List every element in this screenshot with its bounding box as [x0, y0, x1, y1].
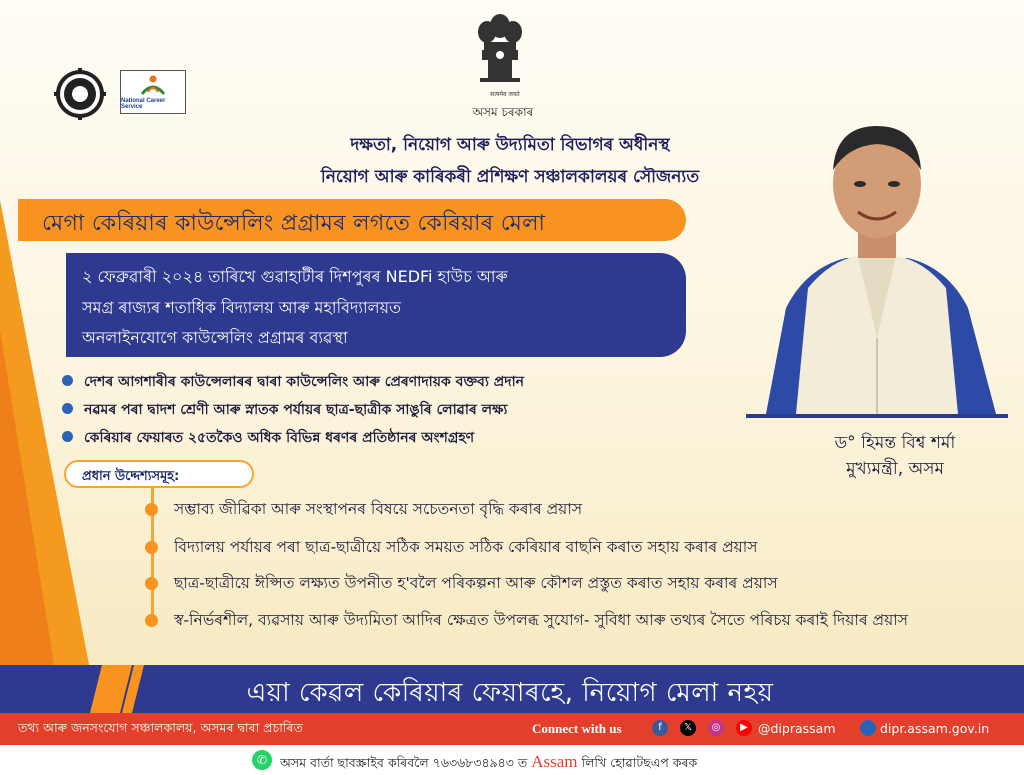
chief-minister-caption — [780, 430, 1010, 482]
website-link[interactable]: dipr.assam.gov.in — [880, 721, 990, 736]
timeline-dot-icon — [145, 541, 158, 554]
timeline-dot-icon — [145, 503, 158, 516]
objectives-heading: প্ৰধান উদ্দেশ্যসমূহ: — [64, 460, 254, 488]
whatsapp-suffix: লিখি হোৱাটছএপ কৰক — [581, 755, 698, 770]
department-line-1: দক্ষতা, নিয়োগ আৰু উদ্যমিতা বিভাগৰ অধীনস্থ — [350, 135, 670, 155]
timeline-dot-icon — [145, 614, 158, 627]
highlight-text: কেৰিয়াৰ ফেয়াৰত ২৫তকৈও অধিক বিভিন্ন ধৰণৰ প্ৰতিষ্ঠানৰ অংশগ্ৰহণ — [84, 430, 475, 446]
ncs-logo — [120, 70, 186, 114]
highlight-text: নৱমৰ পৰা দ্বাদশ শ্ৰেণী আৰু স্নাতক পৰ্যায়ৰ ছাত্ৰ-ছাত্ৰীক সাঙুৰি লোৱাৰ লক্ষ্য — [84, 402, 508, 418]
globe-icon — [860, 720, 876, 736]
disclaimer-text: এয়া কেৱল কেৰিয়াৰ ফেয়াৰহে, নিয়োগ মেলা নহয় — [246, 678, 774, 708]
national-emblem-icon — [470, 6, 530, 94]
highlights-list — [62, 370, 702, 454]
objective-text: ছাত্ৰ-ছাত্ৰীয়ে ঈপ্সিত লক্ষ্যত উপনীত হ'বলৈ পৰিকল্পনা আৰু কৌশল প্ৰস্তুত কৰাত সহায় কৰাৰ প্ৰয়াস — [174, 574, 778, 592]
timeline-dot-icon — [145, 577, 158, 590]
connect-label: Connect with us — [532, 721, 622, 736]
instagram-icon[interactable]: ◎ — [708, 720, 724, 736]
mega-title: মেগা কেৰিয়াৰ কাউন্সেলিং প্ৰগ্ৰামৰ লগতে কেৰিয়াৰ মেলা — [42, 211, 546, 236]
highlight-text: দেশৰ আগশাৰীৰ কাউন্সেলাৰৰ দ্বাৰা কাউন্সেলিং আৰু প্ৰেৰণাদায়ক বক্তব্য প্ৰদান — [84, 374, 524, 390]
objective-text: বিদ্যালয় পৰ্যায়ৰ পৰা ছাত্ৰ-ছাত্ৰীয়ে সঠিক সময়ত সঠিক কেৰিয়াৰ বাছনি কৰাত সহায় কৰাৰ প্ৰয়াস — [174, 538, 758, 556]
social-handle[interactable]: @diprassam — [758, 721, 836, 736]
chief-minister-portrait — [746, 118, 1008, 418]
event-info-line-3: অনলাইনযোগে কাউন্সেলিং প্ৰগ্ৰামৰ ব্যৱস্থা — [82, 328, 348, 347]
objective-text: স্ব-নিৰ্ভৰশীল, ব্যৱসায় আৰু উদ্যমিতা আদিৰ ক্ষেত্ৰত উপলব্ধ সুযোগ- সুবিধা আৰু তথ্যৰ সৈতে পৰিচয় কৰাই দিয়াৰ প্ৰয়াস — [174, 611, 908, 629]
left-orange-accent-inner — [0, 330, 55, 670]
government-label: অসম চৰকাৰ — [472, 105, 534, 119]
department-line-2: নিয়োগ আৰু কাৰিকৰী প্ৰশিক্ষণ সঞ্চালকালয়ৰ সৌজন্যত — [320, 167, 700, 187]
ncs-figure-icon — [138, 74, 168, 96]
employment-gear-logo — [54, 68, 106, 120]
bullet-dot-icon — [62, 403, 73, 414]
objective-item — [148, 608, 968, 632]
objective-item — [148, 535, 1008, 559]
youtube-icon[interactable]: ▶ — [736, 720, 752, 736]
publisher-credit: তথ্য আৰু জনসংযোগ সঞ্চালকালয়, অসমৰ দ্বাৰা প্ৰচাৰিত — [18, 720, 303, 735]
highlight-item — [62, 398, 702, 426]
bullet-dot-icon — [62, 375, 73, 386]
highlight-item — [62, 426, 702, 454]
objective-item — [148, 497, 1008, 521]
emblem-caption: सत्यमेव जयते — [490, 91, 520, 98]
chief-minister-title: মুখ্যমন্ত্ৰী, অসম — [846, 459, 944, 479]
chief-minister-name: ড° হিমন্ত বিশ্ব শৰ্মা — [834, 433, 956, 453]
event-info-line-1: ২ ফেব্ৰুৱাৰী ২০২৪ তাৰিখে গুৱাহাটীৰ দিশপুৰৰ NEDFi হাউচ আৰু — [82, 267, 508, 286]
objective-text: সম্ভাব্য জীৱিকা আৰু সংস্থাপনৰ বিষয়ে সচেতনতা বৃদ্ধি কৰাৰ প্ৰয়াস — [174, 500, 583, 518]
whatsapp-keyword: Assam — [531, 752, 578, 771]
whatsapp-icon: ✆ — [252, 750, 272, 770]
whatsapp-prefix: অসম বাৰ্তা ছাবস্ক্ৰাইব কৰিবলৈ ৭৬৩৬৮৩৪৯৪৩ ত — [280, 755, 528, 770]
whatsapp-subscribe-text — [280, 752, 697, 775]
ncs-logo-label: National Career Service — [121, 98, 166, 110]
facebook-icon[interactable]: f — [652, 720, 668, 736]
highlight-item — [62, 370, 702, 398]
x-icon[interactable]: 𝕏 — [680, 720, 696, 736]
objective-item — [148, 571, 1008, 595]
event-info-line-2: সমগ্ৰ ৰাজ্যৰ শতাধিক বিদ্যালয় আৰু মহাবিদ্যালয়ত — [82, 298, 402, 317]
bullet-dot-icon — [62, 431, 73, 442]
